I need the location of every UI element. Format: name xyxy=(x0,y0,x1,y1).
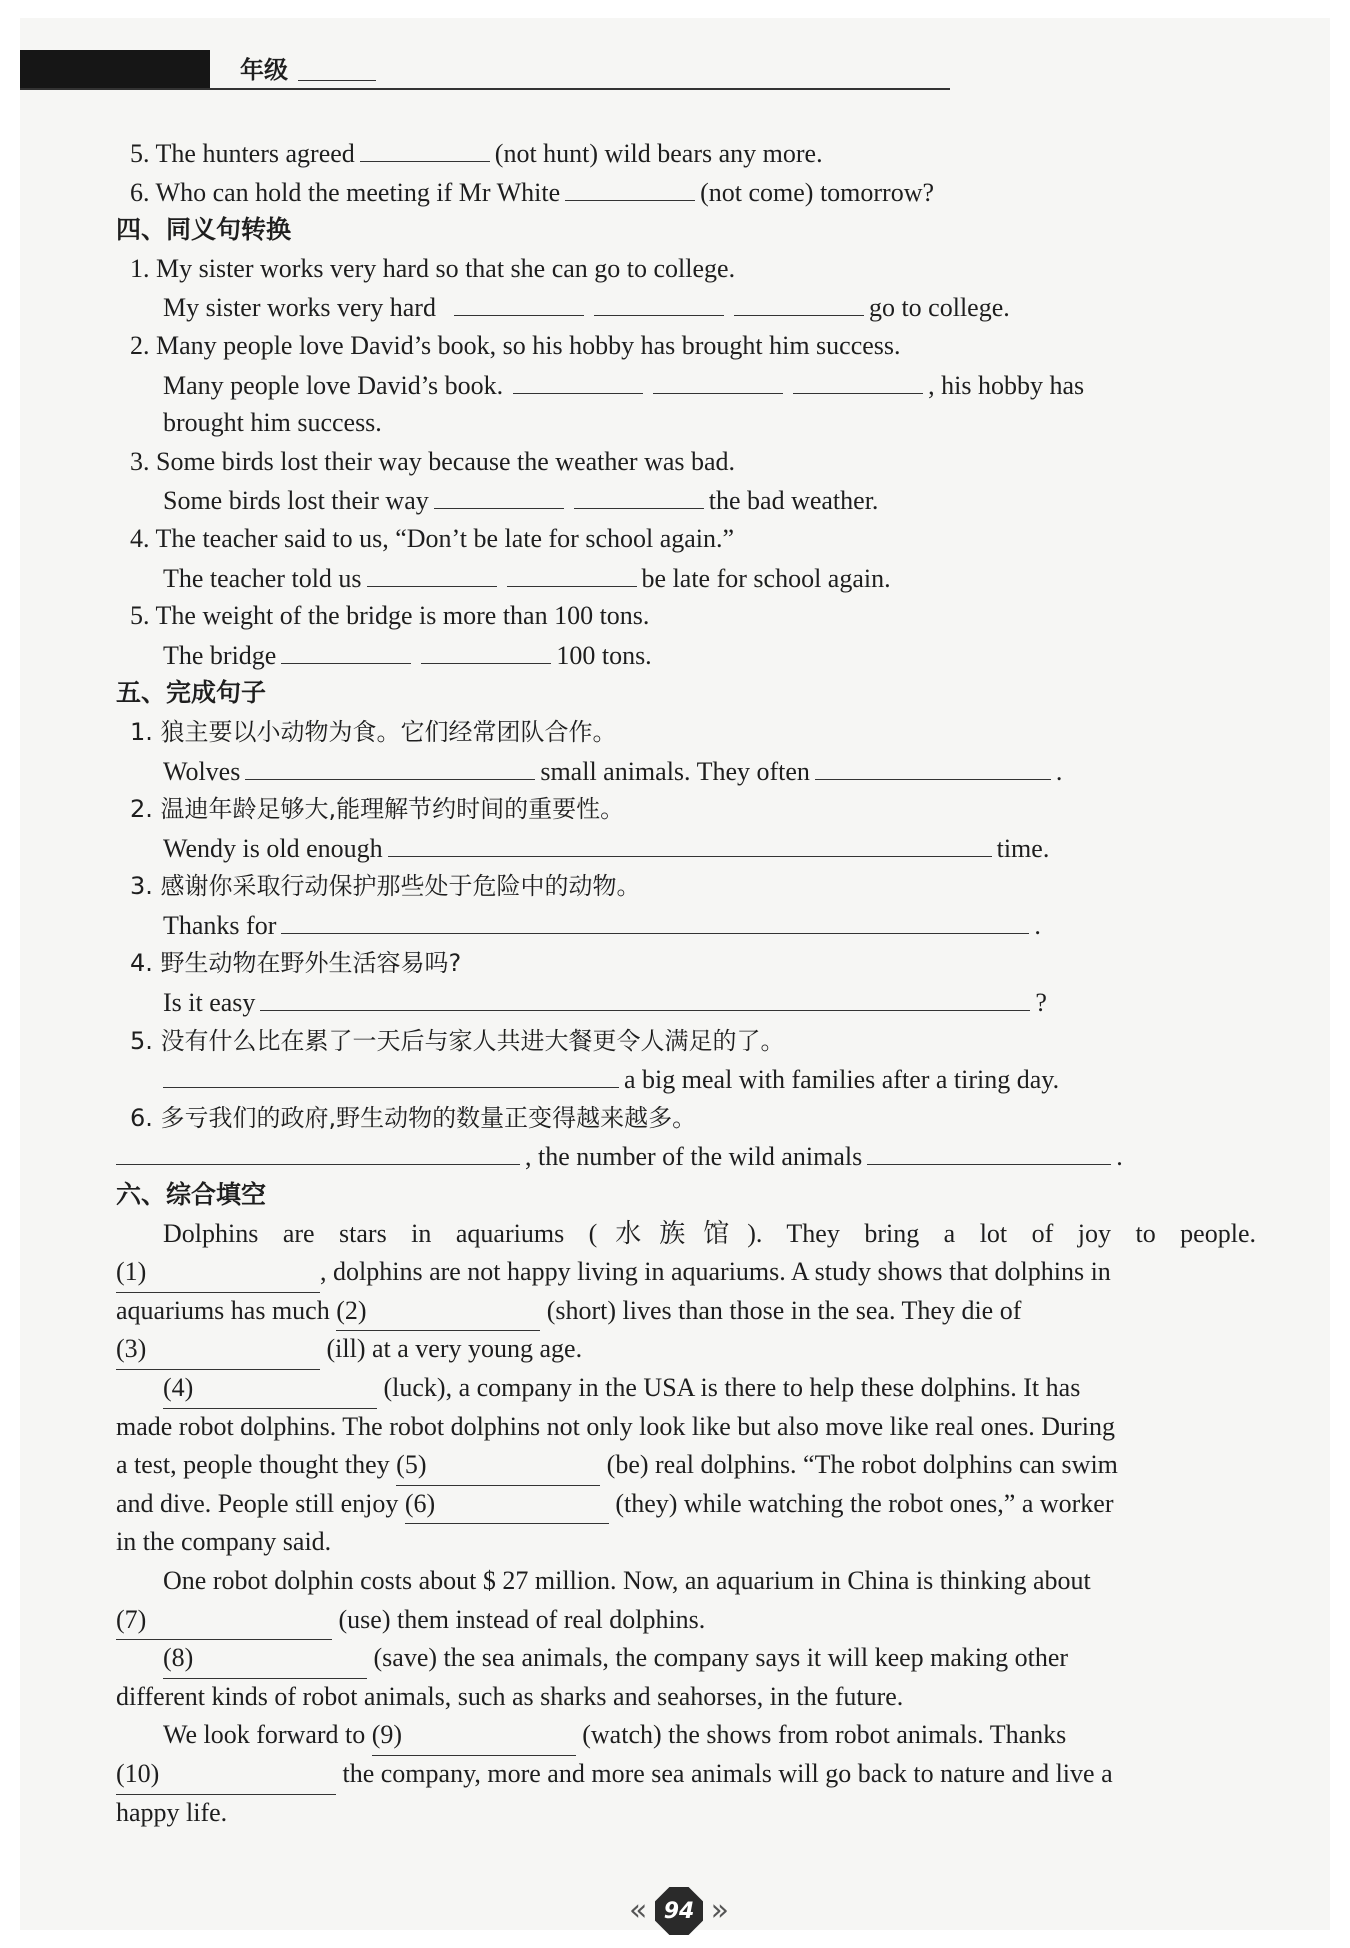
question-line: 1. My sister works very hard so that she can go to college. xyxy=(130,253,736,283)
question-line: 2. 温迪年龄足够大,能理解节约时间的重要性。 xyxy=(130,795,625,824)
blank-number: (10) xyxy=(116,1758,160,1788)
page-number-badge xyxy=(629,1887,729,1935)
answer-text: . xyxy=(1034,910,1041,940)
section-title: 六、综合填空 xyxy=(116,1180,267,1210)
answer-blank[interactable] xyxy=(281,636,411,664)
answer-blank[interactable] xyxy=(245,752,535,780)
passage-text: (short) lives than those in the sea. They die of xyxy=(546,1295,1022,1325)
answer-blank[interactable] xyxy=(513,366,643,394)
answer-text: The bridge xyxy=(163,640,277,670)
answer-blank[interactable] xyxy=(434,481,564,509)
header-bar xyxy=(20,50,210,88)
section-title: 五、完成句子 xyxy=(116,678,267,708)
answer-blank[interactable] xyxy=(163,1060,619,1088)
answer-blank[interactable] xyxy=(360,134,490,162)
blank-number: (8) xyxy=(163,1643,194,1673)
blank-number: (3) xyxy=(116,1334,147,1364)
numbered-blank[interactable] xyxy=(116,1253,320,1293)
passage-line xyxy=(116,1601,1256,1640)
question-text: 6. Who can hold the meeting if Mr White xyxy=(130,177,561,207)
answer-text: be late for school again. xyxy=(641,563,891,593)
question-line: 1. 狼主要以小动物为食。它们经常团队合作。 xyxy=(130,717,617,746)
passage-line: different kinds of robot animals, such as sharks and seahorses, in the future. xyxy=(116,1681,904,1711)
numbered-blank[interactable] xyxy=(372,1716,576,1756)
passage-text: a test, people thought they xyxy=(116,1450,390,1480)
grade-blank[interactable] xyxy=(298,80,376,81)
passage-line: made robot dolphins. The robot dolphins not only look like but also move like real ones. During xyxy=(116,1411,1115,1441)
answer-blank[interactable] xyxy=(574,481,704,509)
passage-text: (they) while watching the robot ones,” a worker xyxy=(615,1488,1114,1518)
question-text: (not hunt) wild bears any more. xyxy=(494,139,823,168)
answer-line: brought him success. xyxy=(163,408,382,438)
answer-blank[interactable] xyxy=(388,829,992,857)
passage-text: (watch) the shows from robot animals. Thanks xyxy=(582,1720,1067,1750)
question-line: 3. 感谢你采取行动保护那些处于危险中的动物。 xyxy=(130,872,641,901)
question-line: 5. 没有什么比在累了一天后与家人共进大餐更令人满足的了。 xyxy=(130,1026,785,1055)
passage-text: aquariums has much xyxy=(116,1295,330,1325)
answer-text: ? xyxy=(1035,988,1047,1018)
passage-text: and dive. People still enjoy xyxy=(116,1488,399,1518)
answer-line xyxy=(116,1137,1256,1176)
blank-number: (2) xyxy=(336,1295,367,1325)
passage-text: (ill) at a very young age. xyxy=(326,1334,583,1364)
answer-text: , his hobby has xyxy=(928,370,1085,400)
answer-text: Some birds lost their way xyxy=(163,486,429,516)
passage-line xyxy=(116,1716,1256,1755)
answer-blank[interactable] xyxy=(815,752,1051,780)
passage-text: (luck), a company in the USA is there to help these dolphins. It has xyxy=(383,1373,1081,1402)
numbered-blank[interactable] xyxy=(163,1639,367,1679)
answer-line xyxy=(116,288,1256,327)
answer-text: . xyxy=(1055,756,1063,786)
answer-blank[interactable] xyxy=(867,1137,1111,1165)
answer-text: Many people love David’s book. xyxy=(163,370,504,400)
numbered-blank[interactable] xyxy=(396,1446,600,1486)
numbered-blank[interactable] xyxy=(405,1485,609,1525)
blank-number: (5) xyxy=(396,1450,427,1480)
question-text: (not come) tomorrow? xyxy=(700,177,935,207)
passage-line xyxy=(116,1369,1256,1408)
answer-blank[interactable] xyxy=(281,906,1029,934)
answer-line xyxy=(116,906,1256,945)
question-line: 3. Some birds lost their way because the weather was bad. xyxy=(130,446,736,476)
passage-text: (be) real dolphins. “The robot dolphins can swim xyxy=(606,1450,1118,1480)
answer-text: 100 tons. xyxy=(556,640,652,670)
answer-blank[interactable] xyxy=(454,288,584,316)
passage-line: One robot dolphin costs about $ 27 million. Now, an aquarium in China is thinking about xyxy=(163,1565,1091,1595)
answer-text: the bad weather. xyxy=(708,486,879,516)
numbered-blank[interactable] xyxy=(116,1755,336,1795)
question-line: 6. 多亏我们的政府,野生动物的数量正变得越来越多。 xyxy=(130,1103,697,1132)
numbered-blank[interactable] xyxy=(336,1292,540,1332)
passage-text: We look forward to xyxy=(163,1720,366,1750)
answer-blank[interactable] xyxy=(116,1137,520,1165)
answer-line xyxy=(116,481,1256,520)
answer-text: time. xyxy=(996,833,1050,863)
answer-blank[interactable] xyxy=(734,288,864,316)
question-line: 5. The weight of the bridge is more than 100 tons. xyxy=(130,601,650,631)
answer-line xyxy=(116,559,1256,598)
answer-text: Wolves xyxy=(163,756,241,786)
answer-blank[interactable] xyxy=(367,559,497,587)
numbered-blank[interactable] xyxy=(116,1601,332,1641)
passage-text: (save) the sea animals, the company says it will keep making other xyxy=(373,1643,1069,1673)
numbered-blank[interactable] xyxy=(116,1330,320,1370)
passage-line xyxy=(116,1330,1256,1369)
chevron-right-icon: » xyxy=(710,1893,729,1928)
answer-line xyxy=(116,829,1256,868)
answer-text: My sister works very hard xyxy=(163,293,436,323)
blank-number: (7) xyxy=(116,1604,147,1634)
answer-line xyxy=(116,366,1256,405)
answer-text: go to college. xyxy=(868,293,1010,323)
answer-blank[interactable] xyxy=(507,559,637,587)
passage-text: the company, more and more sea animals will go back to nature and live a xyxy=(342,1758,1113,1788)
blank-number: (9) xyxy=(371,1720,403,1750)
answer-blank[interactable] xyxy=(565,173,695,201)
passage-line xyxy=(116,1253,1256,1292)
header-rule xyxy=(20,88,950,90)
answer-blank[interactable] xyxy=(260,983,1030,1011)
answer-text: . xyxy=(1116,1142,1123,1172)
passage-text: , dolphins are not happy living in aquariums. A study shows that dolphins in xyxy=(320,1257,1111,1287)
answer-text: , the number of the wild animals xyxy=(525,1142,863,1172)
passage-text: (use) them instead of real dolphins. xyxy=(338,1604,706,1634)
exercise-content xyxy=(116,134,1256,1832)
passage-line xyxy=(116,1446,1256,1485)
answer-text: a big meal with families after a tiring day. xyxy=(624,1065,1060,1095)
answer-line xyxy=(116,636,1256,675)
answer-blank[interactable] xyxy=(653,366,783,394)
numbered-blank[interactable] xyxy=(163,1369,377,1409)
answer-text: Thanks for xyxy=(163,910,277,940)
answer-line xyxy=(116,1060,1256,1099)
passage-line: happy life. xyxy=(116,1797,228,1827)
passage-line xyxy=(116,1755,1256,1794)
question-line: 4. The teacher said to us, “Don’t be late for school again.” xyxy=(130,523,735,553)
section-title: 四、同义句转换 xyxy=(116,215,292,245)
passage-line: Dolphins are stars in aquariums (水族馆). They bring a lot of joy to people. xyxy=(163,1218,1256,1248)
question-line xyxy=(116,134,1256,173)
answer-blank[interactable] xyxy=(421,636,551,664)
grade-label: 年级 xyxy=(240,56,288,84)
question-line: 2. Many people love David’s book, so his hobby has brought him success. xyxy=(130,330,901,360)
blank-number: (1) xyxy=(116,1257,147,1287)
question-line xyxy=(116,173,1256,212)
passage-line xyxy=(116,1639,1256,1678)
chevron-left-icon: « xyxy=(629,1893,648,1928)
answer-line xyxy=(116,752,1256,791)
answer-text: Is it easy xyxy=(163,988,256,1018)
question-line: 4. 野生动物在野外生活容易吗? xyxy=(130,949,462,978)
passage-line: in the company said. xyxy=(116,1527,332,1557)
page-number: 94 xyxy=(663,1898,695,1924)
question-text: 5. The hunters agreed xyxy=(130,139,355,168)
answer-blank[interactable] xyxy=(793,366,923,394)
blank-number: (6) xyxy=(404,1488,436,1518)
passage-line xyxy=(116,1485,1256,1524)
blank-number: (4) xyxy=(163,1373,194,1402)
answer-line xyxy=(116,983,1256,1022)
answer-text: Wendy is old enough xyxy=(163,833,383,863)
passage-line xyxy=(116,1292,1256,1331)
answer-blank[interactable] xyxy=(594,288,724,316)
answer-text: The teacher told us xyxy=(163,563,362,593)
answer-text: small animals. They often xyxy=(540,756,810,786)
